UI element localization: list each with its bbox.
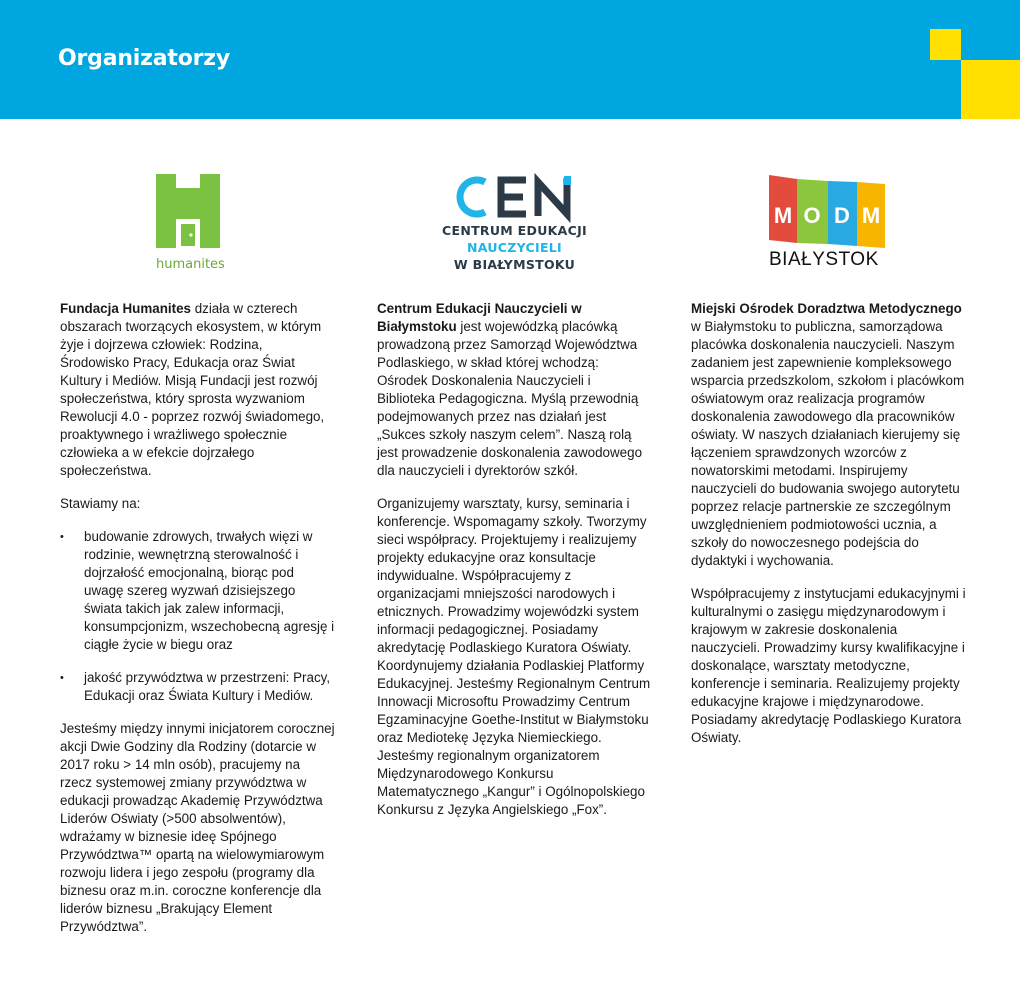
decorative-square-small (930, 29, 961, 60)
page-title: Organizatorzy (58, 46, 231, 71)
modm-intro (691, 300, 966, 570)
humanites-closing: Jesteśmy między innymi inicjatorem corocznej akcji Dwie Godziny dla Rodziny (dotarcie w 2017 roku > 14 mln osób), pracujemy na rzecz systemowej zmiany przywództwa w edukacji prowadząc Akademię Przywództwa Liderów Oświaty (>500 absolwentów), wdrażamy w biznesie ideę Spójnego Przywództwa™ opartą na wielowymiarowym rozwoju lidera i jego zespołu (programy dla biznesu oraz m.in. coroczne konferencje dla liderów biznesu „Brakujący Element Przywództwa”. (60, 721, 335, 934)
list-item: • jakość przywództwa w przestrzeni: Pracy, Edukacji oraz Świata Kultury i Mediów. (60, 669, 335, 705)
modm-name: Miejski Ośrodek Doradztwa Metodycznego (691, 301, 962, 316)
modm-letter-d: D (834, 203, 850, 228)
cen-logo-line3: W BIAŁYMSTOKU (453, 257, 576, 272)
modm-letter-m1: M (773, 203, 793, 228)
column-modm (691, 170, 966, 762)
humanites-logo (60, 170, 335, 300)
cen-name: Centrum Edukacji Nauczycieli w Białymstoku (377, 301, 582, 334)
cen-logo-line2: NAUCZYCIELI (466, 240, 563, 255)
modm-letter-m2: M (861, 203, 881, 228)
modm-cooperation: Współpracujemy z instytucjami edukacyjnymi i kulturalnymi o zasięgu międzynarodowym i krajowym w zakresie doskonalenia nauczycieli. Prowadzimy kursy kwalifikacyjne i doskonalące, warsztaty metodyczne, konferencje i seminaria. Realizujemy projekty edukacyjne krajowe i międzynarodowe. Posiadamy akredytację Podlaskiego Kuratora Oświaty. (691, 586, 966, 745)
modm-logo (691, 170, 966, 300)
humanites-intro (60, 300, 335, 480)
stawiamy-label: Stawiamy na: (60, 496, 141, 511)
cen-logo (377, 170, 652, 300)
modm-logo-city: BIAŁYSTOK (769, 249, 879, 270)
modm-intro-text: w Białymstoku to publiczna, samorządowa placówka doskonalenia nauczycieli. Naszym zadaniem jest zapewnienie kompleksowego wsparcia przedszkolom, szkołom i placówkom oświatowym oraz realizacja programów doskonalenia zawodowego dla pracowników oświaty. W naszych działaniach kierujemy się łączeniem sprawdzonych wzorców z nowatorskimi metodami. Inspirujemy nauczycieli do budowania swojego autorytetu poprzez relacje partnerskie ze szczególnym uwzględnieniem podmiotowości ucznia, a szkoły do nowoczesnego podejścia do dydaktyki i wychowania. (691, 319, 965, 568)
humanites-h-icon (60, 172, 335, 262)
humanites-intro-text: działa w czterech obszarach tworzących ekosystem, w którym żyje i dojrzewa człowiek: Rodzina, Środowisko Pracy, Edukacja oraz Świat Kultury i Mediów. Misją Fundacji jest rozwój społeczeństwa, który sprosta wyzwaniom Rewolucji 4.0 - poprzez rozwój świadomego, proaktywnego i wrażliwego społecznie człowieka a w efekcie dojrzałego społeczeństwa. (60, 301, 325, 478)
humanites-bullet-list (60, 528, 335, 705)
humanites-name: Fundacja Humanites (60, 301, 191, 316)
column-humanites (60, 170, 335, 951)
cen-intro (377, 300, 652, 480)
modm-letter-o: O (803, 203, 821, 228)
page-header (0, 0, 1020, 119)
cen-intro-text: jest wojewódzką placówką prowadzoną przez Samorząd Województwa Podlaskiego, w skład której wchodzą: Ośrodek Doskonalenia Nauczycieli i Biblioteka Pedagogiczna. Myślą przewodnią podejmowanych przez nas działań jest „Sukces szkoły naszym celem”. Naszą rolą jest prowadzenie doskonalenia zawodowego dla nauczycieli i dyrektorów szkół. (377, 319, 643, 478)
cen-logo-line1: CENTRUM EDUKACJI (442, 223, 587, 238)
list-item: • budowanie zdrowych, trwałych więzi w rodzinie, wewnętrzną sterowalność i dojrzałość emocjonalną, biorąc pod uwagę szereg wyzwań dzisiejszego świata takich jak zalew informacji, konsumpcjonizm, wszechobecną agresję i ciągłe życie w biegu oraz (60, 528, 335, 654)
column-cen (377, 170, 652, 834)
cen-letters-icon (377, 170, 652, 230)
decorative-square-large (961, 60, 1020, 119)
modm-blocks-icon (691, 170, 966, 250)
cen-activities: Organizujemy warsztaty, kursy, seminaria i konferencje. Wspomagamy szkoły. Tworzymy sieci współpracy. Projektujemy i realizujemy projekty edukacyjne oraz konsultacje indywidualne. Współpracujemy z organizacjami mniejszości narodowych i etnicznych. Prowadzimy wojewódzki system informacji pedagogicznej. Posiadamy akredytację Podlaskiego Kuratora Oświaty. Koordynujemy działania Podlaskiej Platformy Edukacyjnej. Jesteśmy Regionalnym Centrum Innowacji Microsoftu Prowadzimy Centrum Egzaminacyjne Goethe-Institut w Białymstoku oraz Mediotekę Języka Niemieckiego. Jesteśmy regionalnym organizatorem Międzynarodowego Konkursu Matematycznego „Kangur” i Ogólnopolskiego Konkursu z Języka Angielskiego „Fox”. (377, 496, 651, 817)
humanites-logo-text: humanites (156, 257, 225, 272)
